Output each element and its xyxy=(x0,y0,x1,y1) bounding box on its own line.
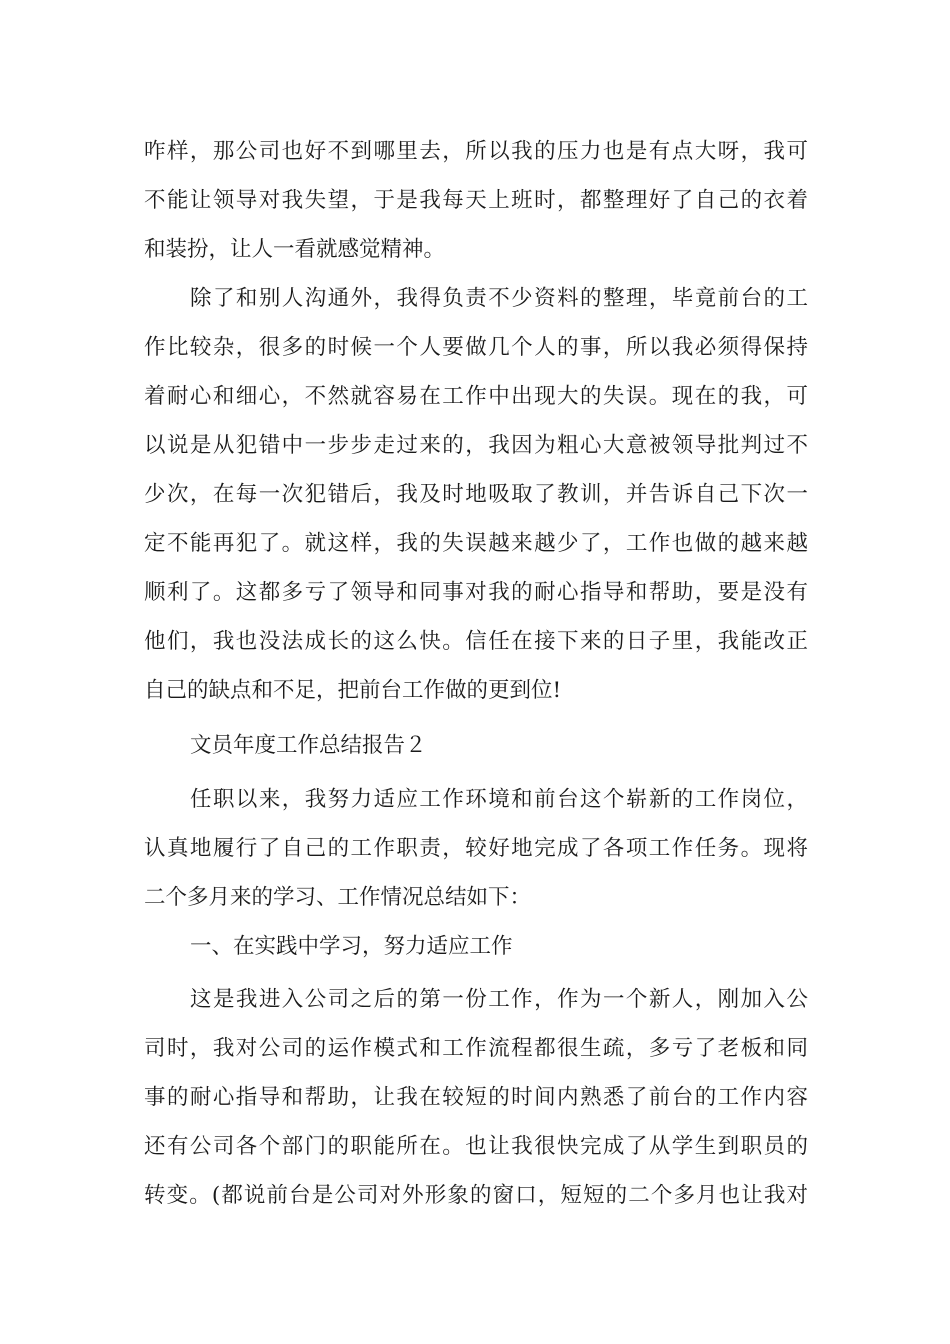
text-line xyxy=(0,666,950,715)
text-line xyxy=(0,323,950,372)
line-text: 事的耐心指导和帮助，让我在较短的时间内熟悉了前台的工作内容 xyxy=(144,1085,808,1110)
line-text: 顺利了。这都多亏了领导和同事对我的耐心指导和帮助，要是没有 xyxy=(144,580,808,605)
text-line xyxy=(0,568,950,617)
line-text: 除了和别人沟通外，我得负责不少资料的整理，毕竟前台的工 xyxy=(190,286,808,311)
section-heading xyxy=(0,922,950,971)
text-line xyxy=(0,824,950,873)
text-line xyxy=(0,274,950,323)
heading-text: 文员年度工作总结报告２ xyxy=(190,733,427,758)
line-text: 转变。(都说前台是公司对外形象的窗口，短短的二个多月也让我对 xyxy=(144,1183,808,1208)
line-text: 认真地履行了自己的工作职责，较好地完成了各项工作任务。现将 xyxy=(144,836,808,861)
text-line xyxy=(0,421,950,470)
text-line xyxy=(0,176,950,225)
line-text: 司时，我对公司的运作模式和工作流程都很生疏，多亏了老板和同 xyxy=(144,1036,808,1061)
line-text: 和装扮，让人一看就感觉精神。 xyxy=(144,237,446,262)
line-text: 着耐心和细心，不然就容易在工作中出现大的失误。现在的我，可 xyxy=(144,384,808,409)
section-heading xyxy=(0,721,950,770)
text-line xyxy=(0,372,950,421)
text-line xyxy=(0,225,950,274)
text-line xyxy=(0,873,950,922)
text-line xyxy=(0,775,950,824)
text-line xyxy=(0,519,950,568)
heading-text: 一、在实践中学习，努力适应工作 xyxy=(190,934,513,959)
line-text: 定不能再犯了。就这样，我的失误越来越少了，工作也做的越来越 xyxy=(144,531,808,556)
line-text: 还有公司各个部门的职能所在。也让我很快完成了从学生到职员的 xyxy=(144,1134,808,1159)
text-line xyxy=(0,1122,950,1171)
line-text: 少次，在每一次犯错后，我及时地吸取了教训，并告诉自己下次一 xyxy=(144,482,808,507)
line-text: 二个多月来的学习、工作情况总结如下： xyxy=(144,885,532,910)
text-line xyxy=(0,1024,950,1073)
text-line xyxy=(0,975,950,1024)
text-line xyxy=(0,1073,950,1122)
text-line xyxy=(0,127,950,176)
line-text: 作比较杂，很多的时候一个人要做几个人的事，所以我必须得保持 xyxy=(144,335,808,360)
text-line xyxy=(0,617,950,666)
text-line xyxy=(0,1171,950,1220)
line-text: 自己的缺点和不足，把前台工作做的更到位! xyxy=(144,678,562,703)
text-line xyxy=(0,470,950,519)
line-text: 以说是从犯错中一步步走过来的，我因为粗心大意被领导批判过不 xyxy=(144,433,808,458)
line-text: 咋样，那公司也好不到哪里去，所以我的压力也是有点大呀，我可 xyxy=(144,139,808,164)
line-text: 不能让领导对我失望，于是我每天上班时，都整理好了自己的衣着 xyxy=(144,188,808,213)
line-text: 他们，我也没法成长的这么快。信任在接下来的日子里，我能改正 xyxy=(144,629,808,654)
line-text: 任职以来，我努力适应工作环境和前台这个崭新的工作岗位， xyxy=(190,787,808,812)
line-text: 这是我进入公司之后的第一份工作，作为一个新人，刚加入公 xyxy=(190,987,808,1012)
